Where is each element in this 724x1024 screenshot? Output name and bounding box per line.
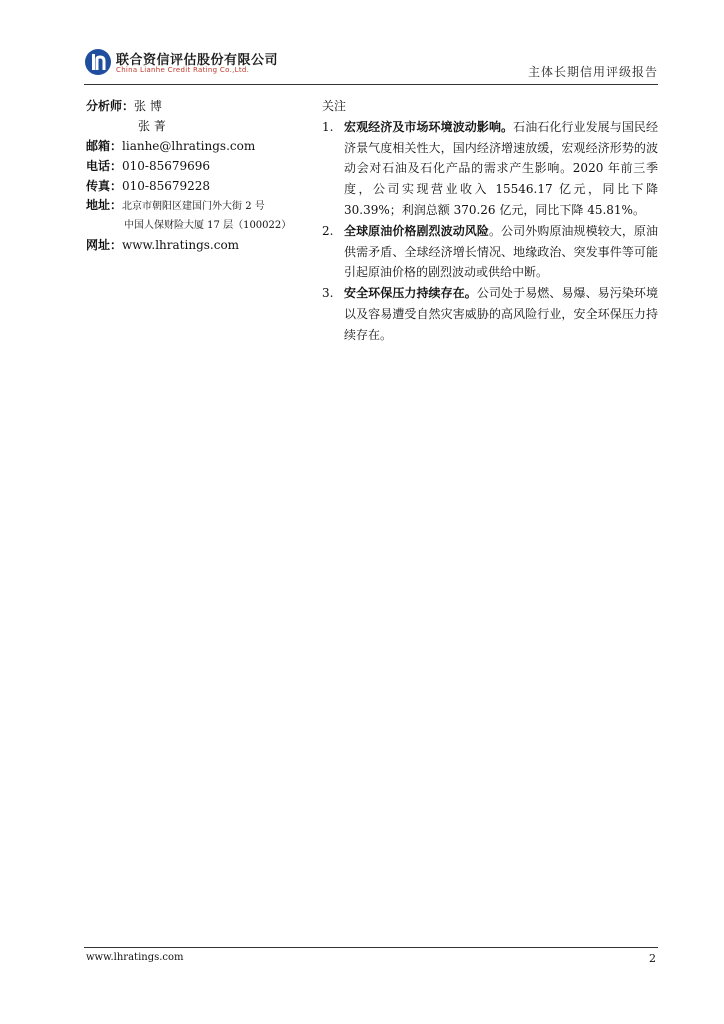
analyst-row: [86, 96, 301, 116]
concern-heading: 宏观经济及市场环境波动影响。: [344, 119, 514, 134]
address-line-2: 中国人保财险大厦 17 层（100022）: [124, 220, 292, 231]
concern-text: 公司处于易燃、易爆、易污染环境以及容易遭受自然灾害威胁的高风险行业，安全环保压力持续存在。: [344, 286, 658, 342]
footer-url[interactable]: www.lhratings.com: [86, 952, 184, 963]
concern-item: [322, 221, 658, 283]
contact-block: [86, 96, 301, 255]
concern-text: 。公司外购原油规模较大，原油供需矛盾、全球经济增长情况、地缘政治、突发事件等可能引起原油价格的剧烈波动或供给中断。: [344, 223, 658, 280]
concerns-section: [322, 96, 658, 346]
concern-number: 3.: [322, 286, 334, 301]
website-value[interactable]: www.lhratings.com: [122, 238, 240, 252]
company-name-cn: 联合资信评估股份有限公司: [116, 53, 279, 68]
email-value[interactable]: lianhe@lhratings.com: [122, 139, 256, 153]
concerns-title: 关注: [322, 99, 347, 113]
phone-row: [86, 156, 301, 176]
concern-number: 1.: [322, 119, 334, 134]
address-row: [86, 196, 301, 216]
company-name-en: China Lianhe Credit Rating Co.,Ltd.: [116, 66, 250, 74]
analyst-name-2: 张 菁: [138, 119, 166, 133]
concern-number: 2.: [322, 223, 334, 238]
website-label: 网址：: [86, 238, 123, 252]
fax-value: 010-85679228: [122, 179, 211, 193]
analyst-name-1: 张 博: [134, 99, 162, 113]
phone-label: 电话：: [86, 159, 123, 173]
concern-item: [322, 283, 658, 345]
lianhe-logo-icon: [84, 48, 112, 76]
page-number: 2: [649, 952, 656, 965]
address-label: 地址：: [86, 198, 123, 212]
website-row: [86, 235, 301, 255]
footer-divider: [84, 947, 658, 948]
analyst-label: 分析师：: [86, 99, 135, 113]
concern-item: [322, 117, 658, 221]
page-header: [84, 46, 658, 86]
concern-heading: 安全环保压力持续存在。: [344, 286, 477, 301]
analyst-row-2: [86, 116, 301, 136]
email-label: 邮箱：: [86, 139, 123, 153]
header-divider: [84, 84, 658, 85]
report-type: 主体长期信用评级报告: [527, 65, 658, 79]
address-line-1: 北京市朝阳区建国门外大街 2 号: [122, 201, 265, 212]
phone-value: 010-85679696: [122, 159, 211, 173]
address-row-2: [86, 216, 301, 235]
concern-heading: 全球原油价格剧烈波动风险: [344, 223, 489, 238]
fax-row: [86, 176, 301, 196]
fax-label: 传真：: [86, 179, 123, 193]
concern-text: 石油石化行业发展与国民经济景气度相关性大，国内经济增速放缓，宏观经济形势的波动会对石油及石化产品的需求产生影响。2020 年前三季度，公司实现营业收入 15546.17 亿元，同比下降 30.39%；利润总额 370.26 亿元，同比下降 45.81%。: [344, 119, 658, 217]
concerns-list: [322, 117, 658, 346]
email-row: [86, 136, 301, 156]
